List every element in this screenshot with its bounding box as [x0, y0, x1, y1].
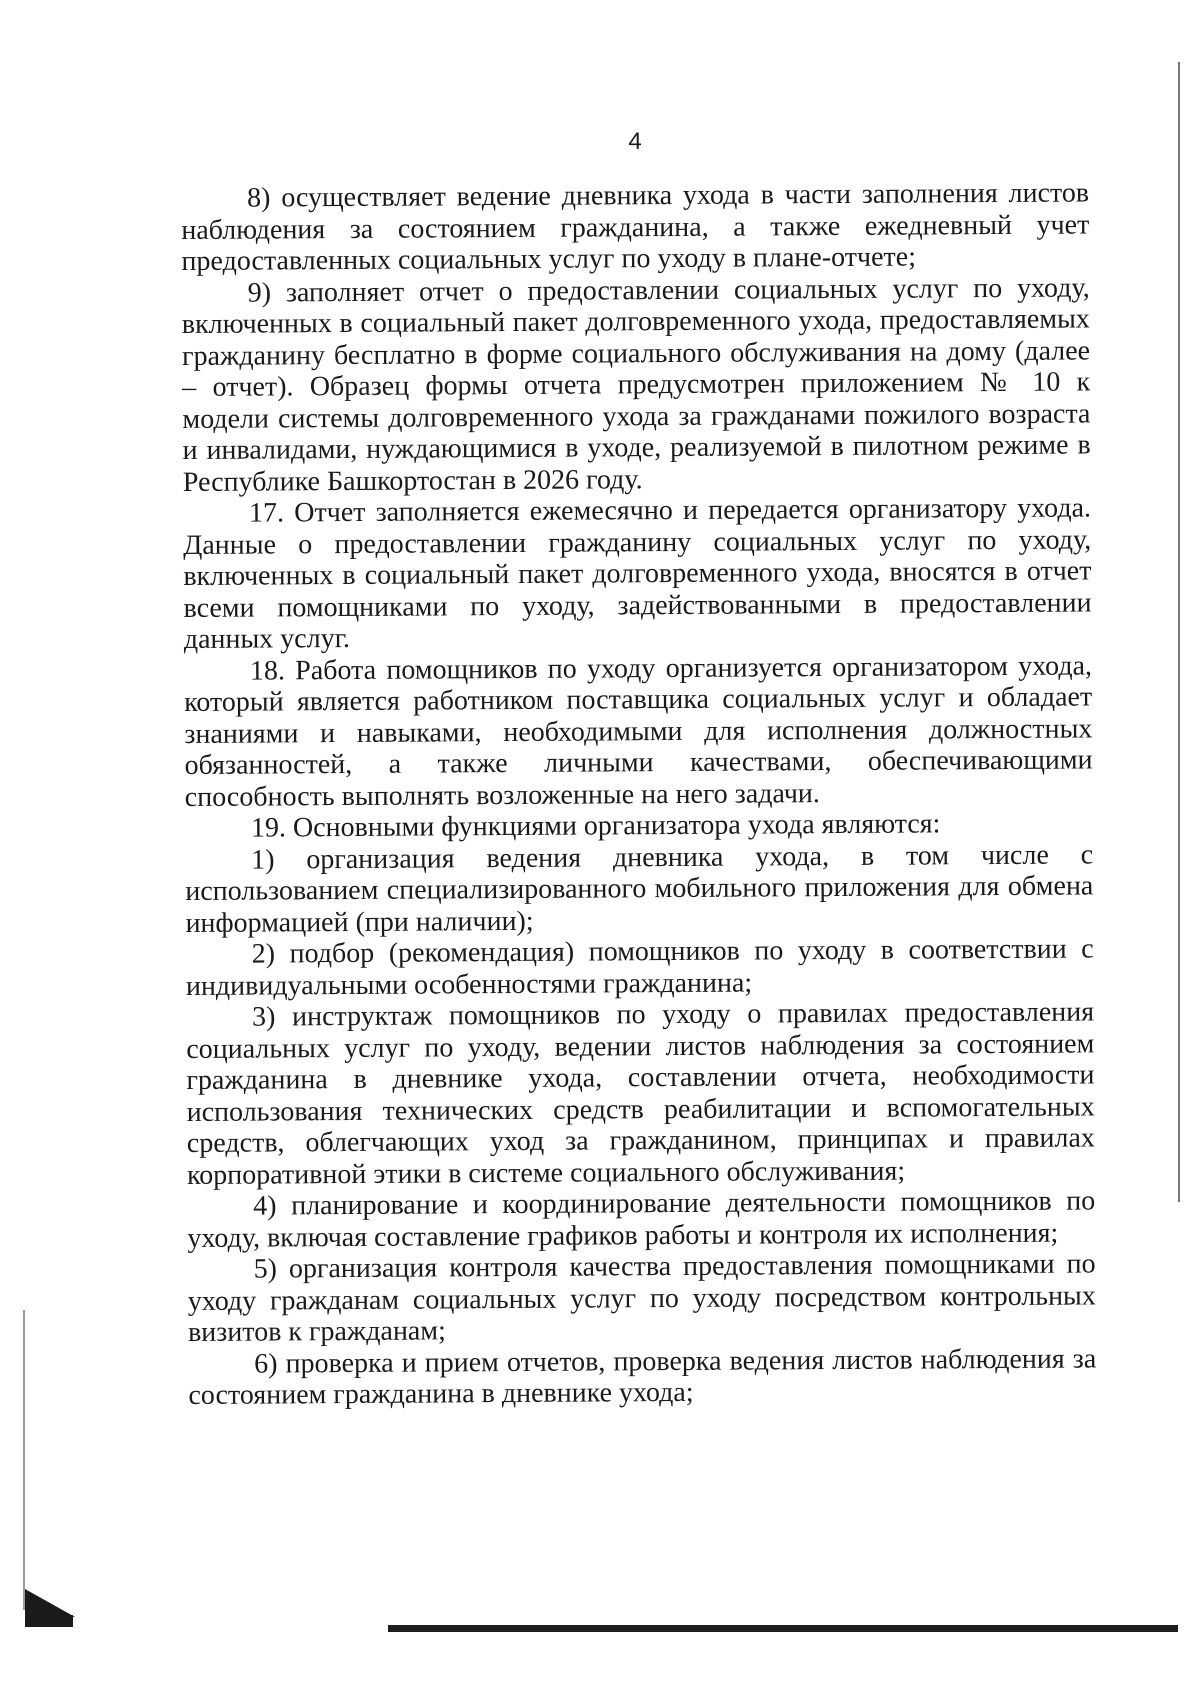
scan-right-edge-line: [1178, 62, 1180, 1202]
paragraph-function-3: 3) инструктаж помощников по уходу о правилах предоставления социальных услуг по уходу, ведении листов наблюдения за состоянием гражданина в дневнике ухода, составлении отчета, необходимости использования технических средств реабилитации и вспомогательных средств, облегчающих уход за гражданином, принципах и правилах корпоративной этики в системе социального обслуживания;: [186, 996, 1095, 1191]
paragraph-clause-17: 17. Отчет заполняется ежемесячно и передается организатору ухода. Данные о предоставлении гражданину социальных услуг по уходу, включенных в социальный пакет долговременного ухода, вносятся в отчет всеми помощниками по уходу, задействованными в предоставлении данных услуг.: [183, 492, 1092, 655]
paragraph-function-5: 5) организация контроля качества предоставления помощниками по уходу гражданам социальных услуг по уходу посредством контрольных визитов к гражданам;: [187, 1248, 1096, 1348]
paragraph-clause-19: 19. Основными функциями организатора ухода являются:: [250, 808, 941, 844]
scan-corner-mark-base: [25, 1615, 73, 1627]
scan-left-edge-line: [23, 1310, 25, 1610]
paragraph-function-1: 1) организация ведения дневника ухода, в том числе с использованием специализированного мобильного приложения для обмена информацией (при наличии);: [185, 838, 1094, 939]
paragraph-function-6: 6) проверка и прием отчетов, проверка ведения листов наблюдения за состоянием гражданина в дневнике ухода;: [188, 1342, 1097, 1411]
paragraph-item-9: 9) заполняет отчет о предоставлении социальных услуг по уходу, включенных в социальный пакет долговременного ухода, предоставляемых гражданину бесплатно в форме социального обслуживания на дому (далее – отчет). Образец формы отчета предусмотрен приложением № 10 к модели системы долговременного ухода за гражданами пожилого возраста и инвалидами, нуждающимися в уходе, реализуемой в пилотном режиме в Республике Башкортостан в 2026 году.: [181, 271, 1091, 498]
paragraph-function-2: 2) подбор (рекомендация) помощников по уходу в соответствии с индивидуальными особенностями гражданина;: [185, 933, 1094, 1002]
paragraph-function-4: 4) планирование и координирование деятельности помощников по уходу, включая составление графиков работы и контроля их исполнения;: [187, 1185, 1096, 1254]
paragraph-clause-18: 18. Работа помощников по уходу организуется организатором ухода, который является работником поставщика социальных услуг и обладает знаниями и навыками, необходимыми для исполнения должностных обязанностей, а также личными качествами, обеспечивающими способность выполнять возложенные на него задачи.: [184, 649, 1093, 813]
document-body: [181, 177, 1096, 1411]
scan-corner-mark: [25, 1589, 75, 1617]
page-number: 4: [628, 128, 642, 155]
paragraph-item-8: 8) осуществляет ведение дневника ухода в части заполнения листов наблюдения за состоянием гражданина, а также ежедневный учет предоставленных социальных услуг по уходу в плане-отчете;: [181, 177, 1090, 277]
scan-bottom-edge-bar: [388, 1625, 1178, 1632]
